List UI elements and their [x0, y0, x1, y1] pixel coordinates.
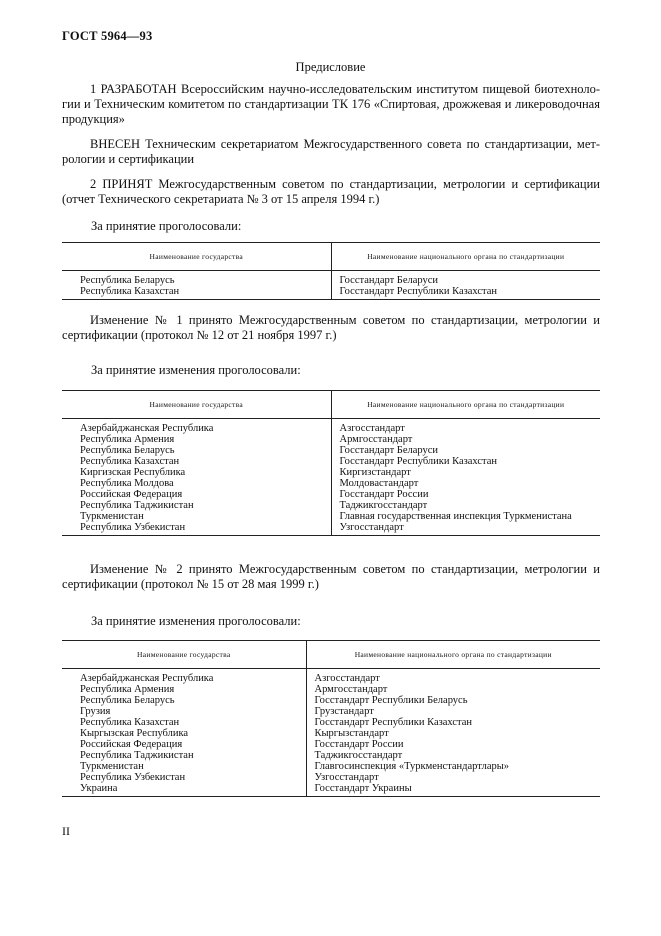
list-item: Республика Узбекистан	[80, 522, 186, 533]
list-item: Грузия	[80, 706, 111, 717]
list-item: Республика Беларусь	[80, 275, 175, 286]
state-list	[62, 669, 306, 797]
list-item: Госстандарт России	[339, 489, 429, 500]
list-item: Грузстандарт	[314, 706, 374, 717]
list-item: Республика Беларусь	[80, 695, 175, 706]
column-header-organization: Наименование национального органа по стандартизации	[331, 243, 600, 271]
list-item: Туркменистан	[80, 761, 144, 772]
list-item: Туркменистан	[80, 511, 144, 522]
list-item: Республика Казахстан	[80, 286, 180, 297]
list-item: Главная государственная инспекция Туркменистана	[339, 511, 572, 522]
list-item: Госстандарт Беларуси	[339, 445, 439, 456]
list-item: Таджикгосстандарт	[314, 750, 403, 761]
list-item: Республика Казахстан	[80, 456, 180, 467]
paragraph-developed-text: 1 РАЗРАБОТАН Всероссийским научно-исследовательским институтом пищевой биотехноло-гии и Техническим комитетом по стандартизации ТК 176 «Спиртовая, дрожжевая и ликероводочная продукция»	[62, 82, 600, 126]
list-item: Таджикгосстандарт	[339, 500, 428, 511]
voting-table-2	[62, 390, 600, 536]
list-item: Азгосстандарт	[339, 423, 405, 434]
voting-table-1	[62, 242, 600, 300]
paragraph-developed	[62, 82, 600, 127]
list-item: Республика Таджикистан	[80, 750, 194, 761]
list-item: Азербайджанская Республика	[80, 423, 214, 434]
list-item: Российская Федерация	[80, 739, 183, 750]
list-item: Госстандарт Республики Казахстан	[339, 286, 498, 297]
list-item: Украина	[80, 783, 118, 794]
table-row	[62, 271, 600, 300]
list-item: Республика Таджикистан	[80, 500, 194, 511]
organization-list	[331, 271, 600, 300]
list-item: Киргизская Республика	[80, 467, 186, 478]
list-item: Республика Молдова	[80, 478, 174, 489]
column-header-state: Наименование государства	[62, 391, 331, 419]
amendment-2-text: Изменение № 2 принято Межгосударственным советом по стандартизации, метрологии и сертификации (протокол № 15 от 28 мая 1999 г.)	[62, 562, 600, 591]
list-item: Республика Армения	[80, 434, 175, 445]
state-list	[62, 271, 331, 300]
list-item: Кыргызская Республика	[80, 728, 189, 739]
paragraph-submitted-text: ВНЕСЕН Техническим секретариатом Межгосударственного совета по стандартизации, мет-рологии и сертификации	[62, 137, 600, 166]
list-item: Армгосстандарт	[314, 684, 388, 695]
paragraph-adopted-text: 2 ПРИНЯТ Межгосударственным советом по стандартизации, метрологии и сертификации (отчет Технического секретариата № 3 от 15 апреля 1994 г.)	[62, 177, 600, 206]
paragraph-submitted	[62, 137, 600, 167]
page-number: II	[62, 824, 70, 838]
list-item: Киргизстандарт	[339, 467, 411, 478]
amendment-1-text: Изменение № 1 принято Межгосударственным советом по стандартизации, метрологии и сертификации (протокол № 12 от 21 ноября 1997 г.)	[62, 313, 600, 342]
list-item: Узгосстандарт	[314, 772, 379, 783]
voting-table-3	[62, 640, 600, 797]
list-item: Кыргызстандарт	[314, 728, 389, 739]
state-list	[62, 419, 331, 536]
vote-label-1: За принятие проголосовали:	[91, 219, 242, 233]
column-header-state: Наименование государства	[62, 243, 331, 271]
list-item: Республика Армения	[80, 684, 175, 695]
list-item: Госстандарт Республики Казахстан	[339, 456, 498, 467]
list-item: Госстандарт Украины	[314, 783, 412, 794]
paragraph-adopted	[62, 177, 600, 207]
list-item: Азгосстандарт	[314, 673, 380, 684]
table-row	[62, 669, 600, 797]
organization-list	[331, 419, 600, 536]
list-item: Российская Федерация	[80, 489, 183, 500]
list-item: Госстандарт России	[314, 739, 404, 750]
amendment-2	[62, 562, 600, 592]
vote-label-2: За принятие изменения проголосовали:	[91, 363, 301, 377]
list-item: Госстандарт Республики Казахстан	[314, 717, 473, 728]
list-item: Госстандарт Республики Беларусь	[314, 695, 468, 706]
section-title: Предисловие	[295, 60, 366, 74]
table-row	[62, 419, 600, 536]
list-item: Республика Беларусь	[80, 445, 175, 456]
amendment-1	[62, 313, 600, 343]
list-item: Республика Казахстан	[80, 717, 180, 728]
list-item: Главгосинспекция «Туркменстандартлары»	[314, 761, 510, 772]
list-item: Молдовастандарт	[339, 478, 419, 489]
column-header-organization: Наименование национального органа по стандартизации	[306, 641, 600, 669]
list-item: Республика Узбекистан	[80, 772, 186, 783]
column-header-state: Наименование государства	[62, 641, 306, 669]
column-header-organization: Наименование национального органа по стандартизации	[331, 391, 600, 419]
list-item: Армгосстандарт	[339, 434, 413, 445]
organization-list	[306, 669, 600, 797]
document-code: ГОСТ 5964—93	[62, 29, 153, 43]
list-item: Азербайджанская Республика	[80, 673, 214, 684]
vote-label-3: За принятие изменения проголосовали:	[91, 614, 301, 628]
list-item: Узгосстандарт	[339, 522, 404, 533]
list-item: Госстандарт Беларуси	[339, 275, 439, 286]
